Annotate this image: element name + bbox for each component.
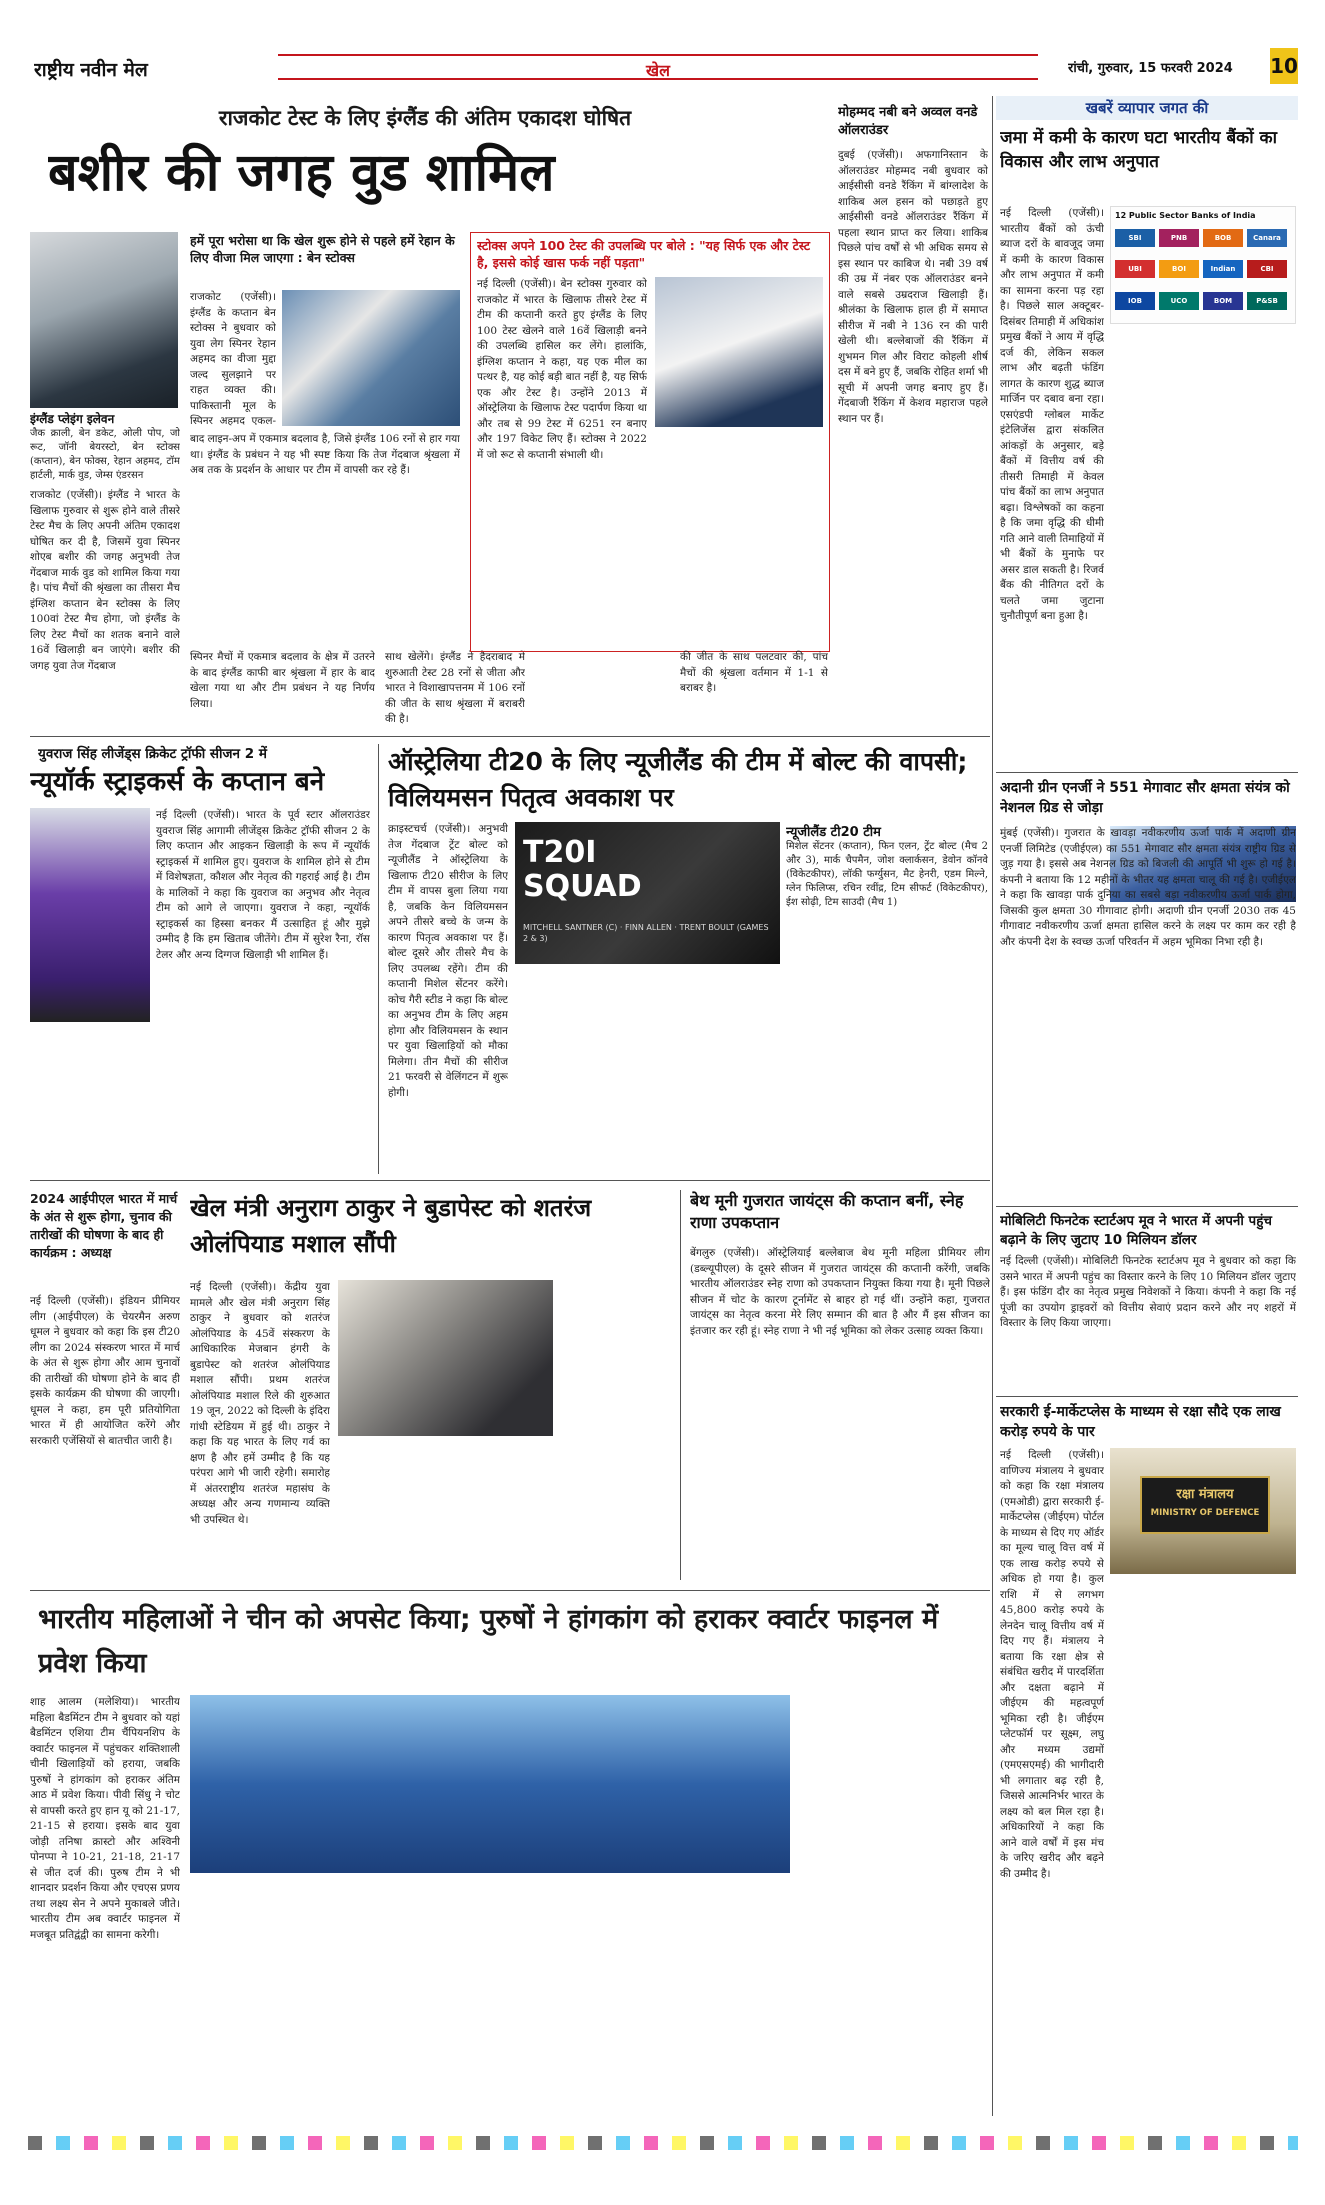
business-banner: [996, 96, 1298, 120]
stokes-photo: [655, 277, 823, 427]
mooney-headline: बेथ मूनी गुजरात जायंट्स की कप्तान बनीं, स्नेह राणा उपकप्तान: [690, 1191, 964, 1232]
yuvraj-body: नई दिल्ली (एजेंसी)। भारत के पूर्व स्टार ऑलराउंडर युवराज सिंह आगामी लीजेंड्स क्रिकेट ट्रॉफी सीजन 2 के लिए कप्तान और आइकन खिलाड़ी के रूप में न्यूयॉर्क स्ट्राइकर्स में शामिल हुए। युवराज के शामिल होने से टीम में विशेषज्ञता, कौशल और नेतृत्व की गहराई आई है। टीम के मालिकों ने कहा कि युवराज का अनुभव और नेतृत्व टीम को आगे ले जाएगा। युवराज ने कहा, न्यूयॉर्क स्ट्राइकर्स का हिस्सा बनकर मैं उत्साहित हूं और मुझे उम्मीद है कि हम खिताब जीतेंगे। टीम में सुरेश रैना, रॉस टेलर और अन्य दिग्गज खिलाड़ी भी शामिल हैं।: [156, 809, 370, 961]
lead-headline: बशीर की जगह वुड शामिल: [48, 143, 555, 203]
nz-squad-list: मिशेल सेंटनर (कप्तान), फिन एलन, ट्रेंट बोल्ट (मैच 2 और 3), मार्क चैपमैन, जोश क्लार्कसन, डेवोन कॉनवे (विकेटकीपर), लॉकी फर्ग्युसन, मैट हेनरी, एडम मिल्ने, ग्लेन फिलिप्स, रचिन रवींद्र, टिम सीफर्ट (विकेटकीपर), ईश सोढ़ी, टिम साउदी (मैच 1): [786, 841, 988, 908]
nz-squad-title: न्यूजीलैंड टी20 टीम: [786, 825, 881, 840]
stokes-story-box: [470, 232, 830, 652]
bank-logo: CBI: [1247, 260, 1287, 278]
defence-headline: सरकारी ई-मार्केटप्लेस के माध्यम से रक्षा सौदे एक लाख करोड़ रुपये के पार: [1000, 1404, 1281, 1440]
lead-body-1: राजकोट (एजेंसी)। इंग्लैंड ने भारत के खिलाफ गुरुवार से शुरू होने वाले तीसरे टेस्ट मैच के लिए अपनी अंतिम एकादश घोषित कर दी है, जिसमें युवा स्पिनर शोएब बशीर की जगह अनुभवी तेज गेंदबाज मार्क वुड को शामिल किया गया है। पांच मैचों की श्रृंखला का तीसरा मैच इंग्लिश कप्तान बेन स्टोक्स के लिए 100वां टेस्ट मैच होगा, जो इंग्लैंड के लिए टेस्ट मैचों का शतक बनाने वाले 16वें खिलाड़ी बन जाएंगे। बशीर की जगह युवा तेज गेंदबाज: [30, 489, 180, 672]
england-xi-title: इंग्लैंड प्लेइंग इलेवन: [30, 412, 115, 426]
bank-image-title: 12 Public Sector Banks of India: [1115, 211, 1256, 220]
ipl-headline: 2024 आईपीएल भारत में मार्च के अंत से शुरू होगा, चुनाव की तारीखों की घोषणा के बाद ही कार्यक्रम : अध्यक्ष: [30, 1191, 178, 1260]
bank-logo: P&SB: [1247, 292, 1287, 310]
bank-logo: UCO: [1159, 292, 1199, 310]
defence-sign-hindi: रक्षा मंत्रालय: [1176, 1487, 1234, 1502]
defence-sign-english: MINISTRY OF DEFENCE: [1150, 1508, 1260, 1518]
mooney-body: बेंगलुरु (एजेंसी)। ऑस्ट्रेलियाई बल्लेबाज बेथ मूनी महिला प्रीमियर लीग (डब्ल्यूपीएल) के दूसरे सीजन में गुजरात जायंट्स की कप्तानी करेंगी, जबकि भारतीय ऑलराउंडर स्नेह राणा को उपकप्तान नियुक्त किया गया है। मूनी पिछले सीजन में चोट के कारण टूर्नामेंट से बाहर हो गई थीं। उन्होंने कहा, गुजरात जायंट्स का नेतृत्व करना मेरे लिए सम्मान की बात है और मैं इस सीजन का इंतजार कर रही हूं। स्नेह राणा ने भी नई भूमिका को लेकर उत्साह व्यक्त किया।: [690, 1247, 990, 1337]
dateline: रांची, गुरुवार, 15 फरवरी 2024: [1068, 61, 1233, 76]
section-banner: [278, 54, 1038, 80]
stokes-quote: हमें पूरा भरोसा था कि खेल शुरू होने से पहले हमें रेहान के लिए वीजा मिल जाएगा : बेन स्टोक्स: [190, 233, 455, 265]
nabi-body: दुबई (एजेंसी)। अफगानिस्तान के ऑलराउंडर मोहम्मद नबी बुधवार को आईसीसी वनडे रैंकिंग में बांग्लादेश के शाकिब अल हसन को पछाड़ते हुए आईसीसी वनडे ऑलराउंडर रैंकिंग में पहला स्थान प्राप्त कर लिया। शाकिब पिछले पांच वर्षों से भी अधिक समय से इस स्थान पर काबिज थे। नबी 39 वर्ष की उम्र में नंबर एक ऑलराउंडर बनने वाले सबसे उम्रदराज खिलाड़ी हैं। श्रीलंका के खिलाफ हाल ही में समाप्त सीरीज में नबी ने 136 रन की पारी खेली थी। बल्लेबाजों की रैंकिंग में शुभमन गिल और विराट कोहली शीर्ष दस में बने हुए हैं, जबकि रोहित शर्मा भी सूची में अपनी जगह बनाए हुए हैं। गेंदबाजी रैंकिंग में केशव महाराज पहले स्थान पर हैं।: [838, 149, 988, 425]
nz-image-caption: MITCHELL SANTNER (C) · FINN ALLEN · TRENT BOULT (GAMES 2 & 3): [523, 923, 769, 943]
adani-headline: अदानी ग्रीन एनर्जी ने 551 मेगावाट सौर क्षमता संयंत्र को नेशनल ग्रिड से जोड़ा: [1000, 780, 1290, 816]
mobility-body: नई दिल्ली (एजेंसी)। मोबिलिटी फिनटेक स्टार्टअप मूव ने बुधवार को कहा कि उसने भारत में अपनी पहुंच का विस्तार करने के लिए 10 मिलियन डॉलर जुटाए हैं। इस फंडिंग दौर का नेतृत्व प्रमुख निवेशकों ने किया। कंपनी ने कहा कि नई पूंजी का उपयोग ड्राइवरों को वित्तीय सेवाएं प्रदान करने और नए शहरों में विस्तार के लिए किया जाएगा।: [1000, 1255, 1296, 1329]
bank-logo: Indian: [1203, 260, 1243, 278]
bank-logo: BOB: [1203, 229, 1243, 247]
lead-kicker: राजकोट टेस्ट के लिए इंग्लैंड की अंतिम एकादश घोषित: [218, 106, 632, 130]
yuvraj-headline: न्यूयॉर्क स्ट्राइकर्स के कप्तान बने: [30, 767, 325, 797]
nz-image-title: T20I SQUAD: [523, 836, 642, 904]
lead-body-2: राजकोट (एजेंसी)। इंग्लैंड के कप्तान बेन स्टोक्स ने बुधवार को युवा लेग स्पिनर रेहान अहमद का वीजा मुद्दा जल्द सुलझाने पर राहत व्यक्त की। पाकिस्तानी मूल के स्पिनर अहमद एकल-: [190, 291, 276, 427]
divider: [996, 1396, 1298, 1397]
bank-logo: BOM: [1203, 292, 1243, 310]
mobility-headline: मोबिलिटी फिनटेक स्टार्टअप मूव ने भारत में अपनी पहुंच बढ़ाने के लिए जुटाए 10 मिलियन डॉलर: [1000, 1213, 1272, 1248]
defence-body: नई दिल्ली (एजेंसी)। वाणिज्य मंत्रालय ने बुधवार को कहा कि रक्षा मंत्रालय (एमओडी) द्वारा सरकारी ई-मार्केटप्लेस (जीईएम) पोर्टल के माध्यम से दिए गए ऑर्डर का मूल्य चालू वित्त वर्ष में एक लाख करोड़ रुपये से अधिक हो गया है। कुल राशि में से लगभग 45,800 करोड़ रुपये के लेनदेन चालू वित्तीय वर्ष में दिए गए हैं। मंत्रालय ने बताया कि रक्षा क्षेत्र से संबंधित खरीद में पारदर्शिता और दक्षता बढ़ाने में जीईएम की महत्वपूर्ण भूमिका रही है। जीईएम प्लेटफॉर्म पर सूक्ष्म, लघु और मध्यम उद्यमों (एमएसएमई) की भागीदारी भी लगातार बढ़ रही है, जिससे आत्मनिर्भर भारत के लक्ष्य को बल मिल रहा है। अधिकारियों ने कहा कि आने वाले वर्षों में इस मंच के जरिए खरीद और बढ़ने की उम्मीद है।: [1000, 1449, 1104, 1880]
ipl-body: नई दिल्ली (एजेंसी)। इंडियन प्रीमियर लीग (आईपीएल) के चेयरमैन अरुण धूमल ने बुधवार को कहा कि इस टी20 लीग का 2024 संस्करण भारत में मार्च के अंत से शुरू होगा और आम चुनावों की तारीखों की घोषणा होने के बाद ही इसके कार्यक्रम की घोषणा की जाएगी। धूमल ने कहा, हम पूरी प्रतियोगिता भारत में ही आयोजित करेंगे और सरकारी एजेंसियों से बातचीत जारी है।: [30, 1295, 180, 1447]
divider: [996, 772, 1298, 773]
bank-logo: UBI: [1115, 260, 1155, 278]
paper-name: राष्ट्रीय नवीन मेल: [34, 59, 148, 81]
badminton-headline: भारतीय महिलाओं ने चीन को अपसेट किया; पुरुषों ने हांगकांग को हराकर क्वार्टर फाइनल में प्रवेश किया: [38, 1604, 939, 1679]
england-xi-box: [30, 410, 180, 482]
divider: [680, 1190, 681, 1580]
yuvraj-kicker: युवराज सिंह लीजेंड्स क्रिकेट ट्रॉफी सीजन 2 में: [38, 746, 267, 762]
lead-body-3: स्पिनर मैचों में एकमात्र बदलाव के क्षेत्र में उतरने के बाद इंग्लैंड काफी बार श्रृंखला में हार के बाद खेला गया था और टीम प्रबंधन ने यह निर्णय लिया।: [190, 651, 375, 710]
bank-headline: जमा में कमी के कारण घटा भारतीय बैंकों का विकास और लाभ अनुपात: [1000, 128, 1277, 172]
india-players-photo: [282, 290, 460, 426]
divider: [996, 1206, 1298, 1207]
bank-body: नई दिल्ली (एजेंसी)। भारतीय बैंकों को ऊंची ब्याज दरों के बावजूद जमा में कमी के कारण विकास और लाभ अनुपात में कमी का सामना करना पड़ रहा है। पिछले साल अक्टूबर-दिसंबर तिमाही में अधिकांश प्रमुख बैंकों ने आय में वृद्धि दर्ज की, लेकिन सकल लाभ और बढ़ती फंडिंग लागत के कारण शुद्ध ब्याज मार्जिन पर दबाव बना रहा। एसएंडपी ग्लोबल मार्केट इंटेलिजेंस द्वारा संकलित आंकड़ों के अनुसार, बड़े बैंकों में वित्तीय वर्ष की तीसरी तिमाही में केवल पांच बैंकों का लाभ अनुपात बढ़ा। विश्लेषकों का कहना है कि जमा वृद्धि की धीमी गति आने वाली तिमाहियों में भी बैंकों के मुनाफे पर असर डाल सकती है। रिजर्व बैंक की नीतिगत दरों के चलते जमा जुटाना चुनौतीपूर्ण बना हुआ है।: [1000, 207, 1104, 622]
business-banner-label: खबरें व्यापार जगत की: [1085, 99, 1209, 117]
lead-body-4: साथ खेलेंगे। इंग्लैंड ने हैदराबाद में शुरुआती टेस्ट 28 रनों से जीता और भारत ने विशाखापत्तनम में 106 रनों की जीत के साथ श्रृंखला में बराबरी की है।: [385, 651, 525, 725]
divider: [378, 744, 379, 1174]
stokes-headline: स्टोक्स अपने 100 टेस्ट की उपलब्धि पर बोले : "यह सिर्फ एक और टेस्ट है, इससे कोई खास फर्क नहीं पड़ता": [477, 238, 811, 270]
england-team-photo: [30, 232, 178, 408]
masthead: [28, 48, 1298, 86]
defence-photo: [1110, 1448, 1296, 1574]
bank-logo: BOI: [1159, 260, 1199, 278]
bank-logo-grid: [1115, 229, 1293, 319]
badminton-body: शाह आलम (मलेशिया)। भारतीय महिला बैडमिंटन टीम ने बुधवार को यहां बैडमिंटन एशिया टीम चैंपियनशिप के क्वार्टर फाइनल में पहुंचकर शक्तिशाली चीनी खिलाड़ियों को हराया, जबकि पुरुषों ने हांगकांग को हराकर अंतिम आठ में प्रवेश किया। पीवी सिंधु ने चोट से वापसी करते हुए हान यू को 21-17, 21-15 से हराया। इसके बाद युवा जोड़ी तनिषा क्रास्टो और अश्विनी पोनप्पा ने 10-21, 21-18, 21-17 से जीत दर्ज की। पुरुष टीम ने भी शानदार प्रदर्शन किया और एचएस प्रणय तथा लक्ष्य सेन ने अपने मुकाबले जीते। भारतीय टीम अब क्वार्टर फाइनल में मजबूत प्रतिद्वंद्वी का सामना करेगी।: [30, 1696, 180, 1941]
nz-body: क्राइस्टचर्च (एजेंसी)। अनुभवी तेज गेंदबाज ट्रेंट बोल्ट को न्यूजीलैंड ने ऑस्ट्रेलिया के खिलाफ टी20 सीरीज के लिए टीम में वापस बुला लिया गया है, जबकि केन विलियमसन अपने तीसरे बच्चे के जन्म के कारण पितृत्व अवकाश पर हैं। बोल्ट दूसरे और तीसरे मैच के लिए उपलब्ध रहेंगे। टीम की कप्तानी मिशेल सेंटनर करेंगे। कोच गैरी स्टीड ने कहा कि बोल्ट का अनुभव टीम के लिए अहम होगा और विलियमसन के स्थान पर युवा खिलाड़ियों को मौका मिलेगा। तीन मैचों की सीरीज 21 फरवरी से वेलिंगटन में शुरू होगी।: [388, 823, 508, 1099]
registration-bar: [28, 2136, 1298, 2150]
yuvraj-photo: [30, 808, 150, 1022]
divider: [30, 736, 990, 737]
nz-headline: ऑस्ट्रेलिया टी20 के लिए न्यूजीलैंड की टीम में बोल्ट की वापसी; विलियमसन पितृत्व अवकाश पर: [388, 747, 968, 812]
lead-body-5: की जीत के साथ पलटवार की, पांच मैचों की श्रृंखला वर्तमान में 1-1 से बराबर है।: [680, 651, 828, 694]
badminton-photo: [190, 1695, 790, 1873]
bank-logos-image: [1110, 206, 1296, 324]
nabi-headline: मोहम्मद नबी बने अव्वल वनडे ऑलराउंडर: [838, 105, 978, 138]
nz-squad-image: [515, 822, 780, 964]
nz-squad-box: [786, 822, 988, 972]
thakur-headline: खेल मंत्री अनुराग ठाकुर ने बुडापेस्ट को शतरंज ओलंपियाड मशाल सौंपी: [190, 1194, 592, 1258]
section-label: खेल: [646, 61, 670, 80]
divider: [992, 96, 993, 2116]
adani-body: मुंबई (एजेंसी)। गुजरात के खावड़ा नवीकरणीय ऊर्जा पार्क में अदाणी ग्रीन एनर्जी लिमिटेड (एजीईएल) का 551 मेगावाट सौर क्षमता संयंत्र राष्ट्रीय ग्रिड से जुड़ गया है। इससे अब नेशनल ग्रिड को बिजली की आपूर्ति भी शुरू हो गई है। कंपनी ने बताया कि 12 महीनों के भीतर यह क्षमता चालू की गई है। एजीईएल ने कहा कि खावड़ा पार्क दुनिया का सबसे बड़ा नवीकरणीय ऊर्जा पार्क होगा, जिसकी कुल क्षमता 30 गीगावाट होगी। अदाणी ग्रीन एनर्जी 2030 तक 45 गीगावाट नवीकरणीय ऊर्जा क्षमता हासिल करने के लक्ष्य पर काम कर रही है और कंपनी देश के स्वच्छ ऊर्जा परिवर्तन में अहम भूमिका निभा रही है।: [1000, 827, 1296, 948]
divider: [30, 1590, 990, 1591]
defence-sign-board: [1140, 1476, 1270, 1534]
lead-body-2b: बाद लाइन-अप में एकमात्र बदलाव है, जिसे इंग्लैंड 106 रनों से हार गया था। इंग्लैंड के प्रबंधन ने यह भी स्पष्ट किया कि तेज गेंदबाज श्रृंखला में अब तक के प्रदर्शन के आधार पर टीम में वापसी कर रहे हैं।: [190, 433, 460, 476]
bank-logo: Canara: [1247, 229, 1287, 247]
england-xi-list: जैक क्राली, बेन डकेट, ओली पोप, जो रूट, जॉनी बेयरस्टो, बेन स्टोक्स (कप्तान), बेन फोक्स, रेहान अहमद, टॉम हार्टली, मार्क वुड, जेम्स एंडरसन: [30, 428, 180, 481]
thakur-photo: [338, 1280, 553, 1436]
bank-logo: PNB: [1159, 229, 1199, 247]
stokes-body: नई दिल्ली (एजेंसी)। बेन स्टोक्स गुरुवार को राजकोट में भारत के खिलाफ तीसरे टेस्ट में टीम की कप्तानी करते हुए इंग्लैंड के लिए 100 टेस्ट खेलने वाले 16वें खिलाड़ी बनने की उपलब्धि हासिल कर लेंगे। हालांकि, इंग्लिश कप्तान ने कहा, यह एक मील का पत्थर है, यह कोई बड़ी बात नहीं है, यह सिर्फ एक और टेस्ट है। उन्होंने 2013 में ऑस्ट्रेलिया के खिलाफ टेस्ट पदार्पण किया था और तब से 99 टेस्ट में 6251 रन बनाए और 197 विकेट लिए हैं। स्टोक्स ने 2022 में जो रूट से कप्तानी संभाली थी।: [477, 278, 647, 461]
bank-logo: SBI: [1115, 229, 1155, 247]
thakur-body: नई दिल्ली (एजेंसी)। केंद्रीय युवा मामले और खेल मंत्री अनुराग सिंह ठाकुर ने बुधवार को शतरंज ओलंपियाड के 45वें संस्करण के आधिकारिक मेजबान हंगरी के बुडापेस्ट को शतरंज ओलंपियाड मशाल सौंपी। प्रथम शतरंज ओलंपियाड मशाल रिले की शुरुआत 19 जून, 2022 को दिल्ली के इंदिरा गांधी स्टेडियम में हुई थी। ठाकुर ने कहा कि यह भारत के लिए गर्व का क्षण है और हमें उम्मीद है कि यह परंपरा आगे भी जारी रहेगी। समारोह में अंतरराष्ट्रीय शतरंज महासंघ के अध्यक्ष और अन्य गणमान्य व्यक्ति भी उपस्थित थे।: [190, 1281, 330, 1526]
page-number: 10: [1270, 48, 1298, 84]
divider: [30, 1180, 990, 1181]
bank-logo: IOB: [1115, 292, 1155, 310]
